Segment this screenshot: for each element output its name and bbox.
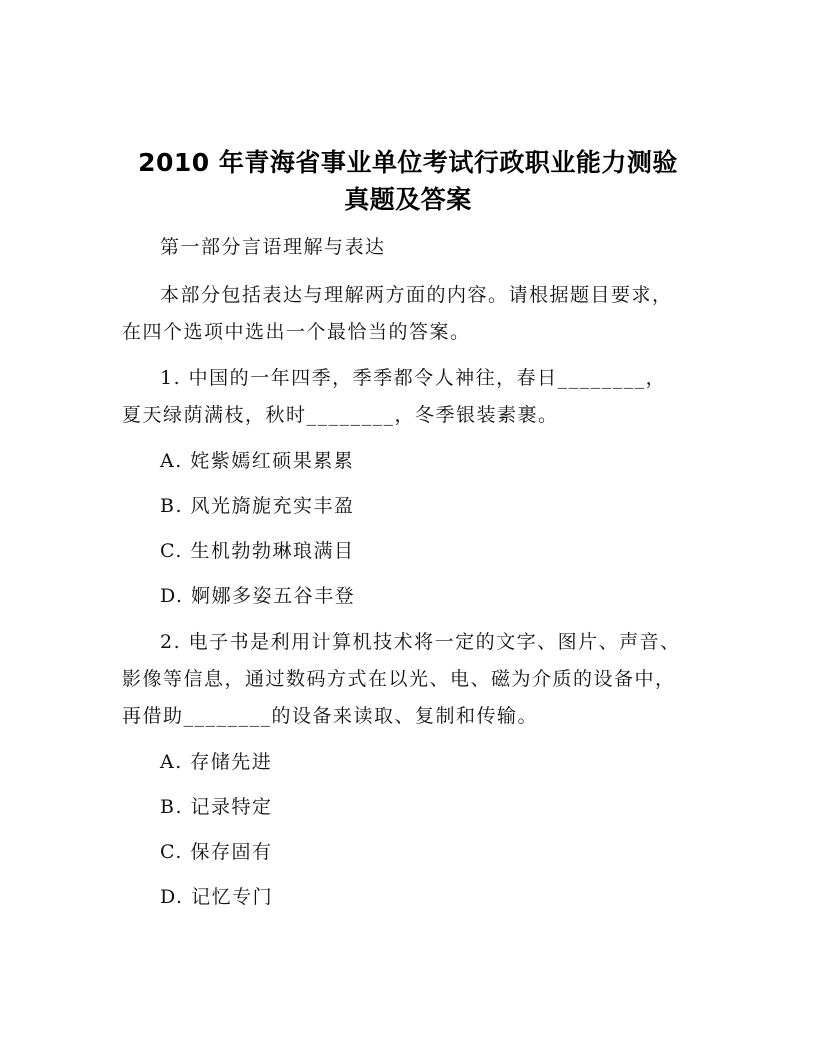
question-2-stem-line-2: 影像等信息，通过数码方式在以光、电、磁为介质的设备中， — [122, 668, 676, 690]
question-1-option-c: C. 生机勃勃琳琅满目 — [160, 540, 355, 562]
intro-line-2: 在四个选项中选出一个最恰当的答案。 — [122, 321, 471, 343]
question-2-stem-line-3: 再借助________的设备来读取、复制和传输。 — [122, 705, 539, 727]
question-2-stem-line-1: 2. 电子书是利用计算机技术将一定的文字、图片、声音、 — [160, 631, 681, 653]
question-1-stem-line-2: 夏天绿荫满枝，秋时________，冬季银装素裹。 — [122, 404, 559, 426]
question-2-option-b: B. 记录特定 — [160, 796, 273, 818]
question-2-option-d: D. 记忆专门 — [160, 886, 274, 908]
question-2-option-a: A. 存储先进 — [160, 751, 273, 773]
question-1-stem-line-1: 1. 中国的一年四季，季季都令人神往，春日________， — [160, 367, 667, 389]
question-1-option-d: D. 婀娜多姿五谷丰登 — [160, 585, 356, 607]
document-title-line1: 2010 年青海省事业单位考试行政职业能力测验 — [138, 148, 678, 177]
section-heading: 第一部分言语理解与表达 — [160, 236, 386, 258]
question-1-option-b: B. 风光旖旎充实丰盈 — [160, 495, 355, 517]
document-title-line2: 真题及答案 — [344, 185, 472, 214]
question-2-option-c: C. 保存固有 — [160, 841, 273, 863]
intro-line-1: 本部分包括表达与理解两方面的内容。请根据题目要求， — [160, 284, 673, 306]
question-1-option-a: A. 姹紫嫣红硕果累累 — [160, 450, 355, 472]
